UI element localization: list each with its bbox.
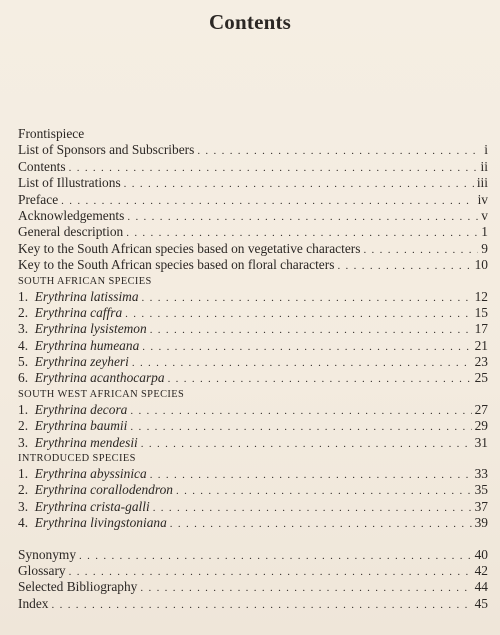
dot-leader bbox=[363, 242, 478, 258]
toc-entry-page: 12 bbox=[474, 288, 488, 304]
toc-entry-label bbox=[18, 402, 127, 418]
toc-entry-sponsors bbox=[18, 142, 488, 158]
toc-entry-label bbox=[18, 418, 127, 434]
dot-leader bbox=[61, 193, 474, 209]
toc-entry-label bbox=[18, 435, 138, 451]
table-of-contents bbox=[18, 126, 488, 612]
toc-entry-label: Key to the South African species based on vegetative characters bbox=[18, 240, 361, 256]
toc-entry-page: 15 bbox=[474, 304, 488, 320]
dot-leader bbox=[153, 500, 472, 516]
species-number: 5. bbox=[18, 354, 29, 370]
dot-leader bbox=[126, 225, 478, 241]
dot-leader bbox=[337, 258, 471, 274]
dot-leader bbox=[130, 403, 471, 419]
toc-entry-key-vegetative bbox=[18, 241, 488, 257]
dot-leader bbox=[132, 355, 472, 371]
toc-entry-label: List of Sponsors and Subscribers bbox=[18, 142, 195, 158]
species-number: 3. bbox=[18, 434, 29, 450]
toc-entry-label bbox=[18, 466, 147, 482]
toc-entry-page: 17 bbox=[474, 321, 488, 337]
toc-entry-page: 21 bbox=[474, 337, 488, 353]
toc-entry-page: 31 bbox=[474, 434, 488, 450]
toc-entry-label bbox=[18, 321, 147, 337]
toc-entry-label: Selected Bibliography bbox=[18, 579, 138, 595]
species-number: 6. bbox=[18, 370, 29, 386]
toc-entry-acknowledgements bbox=[18, 208, 488, 224]
toc-entry-species bbox=[18, 354, 488, 370]
species-name: Erythrina baumii bbox=[34, 418, 128, 434]
toc-entry-label: Preface bbox=[18, 191, 59, 207]
species-name: Erythrina mendesii bbox=[34, 434, 138, 450]
toc-entry-species bbox=[18, 402, 488, 418]
dot-leader bbox=[69, 160, 478, 176]
toc-entry-label: Glossary bbox=[18, 562, 66, 578]
toc-entry-species bbox=[18, 321, 488, 337]
species-name: Erythrina abyssinica bbox=[34, 466, 147, 482]
toc-entry-species bbox=[18, 435, 488, 451]
species-number: 3. bbox=[18, 321, 29, 337]
dot-leader bbox=[140, 580, 471, 596]
toc-entry-glossary bbox=[18, 563, 488, 579]
toc-entry-label bbox=[18, 515, 167, 531]
dot-leader bbox=[52, 597, 472, 613]
species-name: Erythrina lysistemon bbox=[34, 321, 147, 337]
dot-leader bbox=[127, 209, 478, 225]
species-number: 1. bbox=[18, 466, 29, 482]
section-gap bbox=[18, 532, 488, 547]
species-number: 1. bbox=[18, 288, 29, 304]
species-number: 1. bbox=[18, 401, 29, 417]
toc-entry-species bbox=[18, 466, 488, 482]
toc-entry-label bbox=[18, 305, 122, 321]
dot-leader bbox=[150, 322, 472, 338]
toc-entry-page: v bbox=[481, 207, 488, 223]
toc-entry-label: Frontispiece bbox=[18, 126, 85, 141]
toc-entry-frontispiece bbox=[18, 126, 488, 142]
toc-entry-page: 45 bbox=[474, 595, 488, 611]
toc-entry-key-floral bbox=[18, 257, 488, 273]
species-name: Erythrina corallodendron bbox=[34, 482, 173, 498]
species-name: Erythrina livingstoniana bbox=[34, 515, 167, 531]
species-number: 4. bbox=[18, 337, 29, 353]
species-number: 2. bbox=[18, 418, 29, 434]
toc-entry-page: ii bbox=[480, 158, 488, 174]
species-name: Erythrina decora bbox=[34, 401, 128, 417]
toc-entry-page: 40 bbox=[474, 546, 488, 562]
toc-entry-page: 1 bbox=[481, 224, 488, 240]
species-name: Erythrina humeana bbox=[34, 337, 140, 353]
toc-entry-synonymy bbox=[18, 547, 488, 563]
species-number: 2. bbox=[18, 482, 29, 498]
dot-leader bbox=[170, 516, 472, 532]
toc-entry-page: 35 bbox=[474, 482, 488, 498]
toc-entry-page: 33 bbox=[474, 466, 488, 482]
toc-entry-page: 37 bbox=[474, 498, 488, 514]
dot-leader bbox=[141, 436, 472, 452]
toc-entry-page: 27 bbox=[474, 401, 488, 417]
toc-entry-species bbox=[18, 338, 488, 354]
species-name: Erythrina zeyheri bbox=[34, 354, 129, 370]
toc-entry-preface bbox=[18, 192, 488, 208]
toc-entry-label: Contents bbox=[18, 158, 66, 174]
toc-entry-illustrations bbox=[18, 175, 488, 191]
species-name: Erythrina acanthocarpa bbox=[34, 370, 165, 386]
section-heading: SOUTH WEST AFRICAN SPECIES bbox=[18, 388, 185, 400]
toc-entry-label bbox=[18, 354, 129, 370]
toc-entry-species bbox=[18, 370, 488, 386]
dot-leader bbox=[69, 564, 472, 580]
toc-entry-label: General description bbox=[18, 224, 124, 240]
toc-entry-species bbox=[18, 482, 488, 498]
toc-entry-page: 42 bbox=[474, 562, 488, 578]
species-number: 2. bbox=[18, 304, 29, 320]
dot-leader bbox=[124, 176, 474, 192]
toc-entry-label bbox=[18, 370, 165, 386]
dot-leader bbox=[125, 306, 471, 322]
toc-entry-label: Acknowledgements bbox=[18, 207, 125, 223]
toc-entry-page: 29 bbox=[474, 418, 488, 434]
toc-entry-page: 9 bbox=[481, 240, 488, 256]
toc-entry-bibliography bbox=[18, 579, 488, 595]
section-heading: INTRODUCED SPECIES bbox=[18, 453, 136, 465]
toc-entry-label: Synonymy bbox=[18, 546, 77, 562]
toc-entry-label bbox=[18, 289, 139, 305]
toc-entry-page: 44 bbox=[474, 579, 488, 595]
dot-leader bbox=[168, 371, 472, 387]
toc-entry-page: i bbox=[484, 142, 488, 158]
toc-entry-page: 10 bbox=[474, 257, 488, 273]
species-name: Erythrina latissima bbox=[34, 288, 139, 304]
toc-entry-species bbox=[18, 499, 488, 515]
toc-entry-label bbox=[18, 338, 139, 354]
toc-entry-contents bbox=[18, 159, 488, 175]
toc-entry-page: 23 bbox=[474, 354, 488, 370]
toc-entry-label: Index bbox=[18, 595, 49, 611]
dot-leader bbox=[79, 548, 472, 564]
section-heading: SOUTH AFRICAN SPECIES bbox=[18, 275, 152, 287]
toc-entry-page: 39 bbox=[474, 515, 488, 531]
toc-entry-page: 25 bbox=[474, 370, 488, 386]
species-number: 3. bbox=[18, 498, 29, 514]
toc-entry-label: List of Illustrations bbox=[18, 175, 121, 191]
species-name: Erythrina crista-galli bbox=[34, 498, 150, 514]
species-name: Erythrina caffra bbox=[34, 304, 123, 320]
dot-leader bbox=[197, 143, 481, 159]
page-title: Contents bbox=[208, 10, 292, 34]
toc-entry-species bbox=[18, 289, 488, 305]
toc-entry-label bbox=[18, 482, 173, 498]
toc-entry-label: Key to the South African species based on floral characters bbox=[18, 257, 335, 273]
toc-entry-page: iii bbox=[476, 175, 488, 191]
toc-entry-general-description bbox=[18, 224, 488, 240]
dot-leader bbox=[150, 467, 472, 483]
dot-leader bbox=[176, 483, 472, 499]
toc-entry-page: iv bbox=[477, 191, 488, 207]
dot-leader bbox=[142, 339, 471, 355]
species-number: 4. bbox=[18, 515, 29, 531]
dot-leader bbox=[142, 290, 472, 306]
toc-entry-species bbox=[18, 418, 488, 434]
toc-entry-species bbox=[18, 515, 488, 531]
toc-entry-label bbox=[18, 499, 150, 515]
dot-leader bbox=[130, 419, 471, 435]
toc-entry-index bbox=[18, 596, 488, 612]
toc-entry-species bbox=[18, 305, 488, 321]
